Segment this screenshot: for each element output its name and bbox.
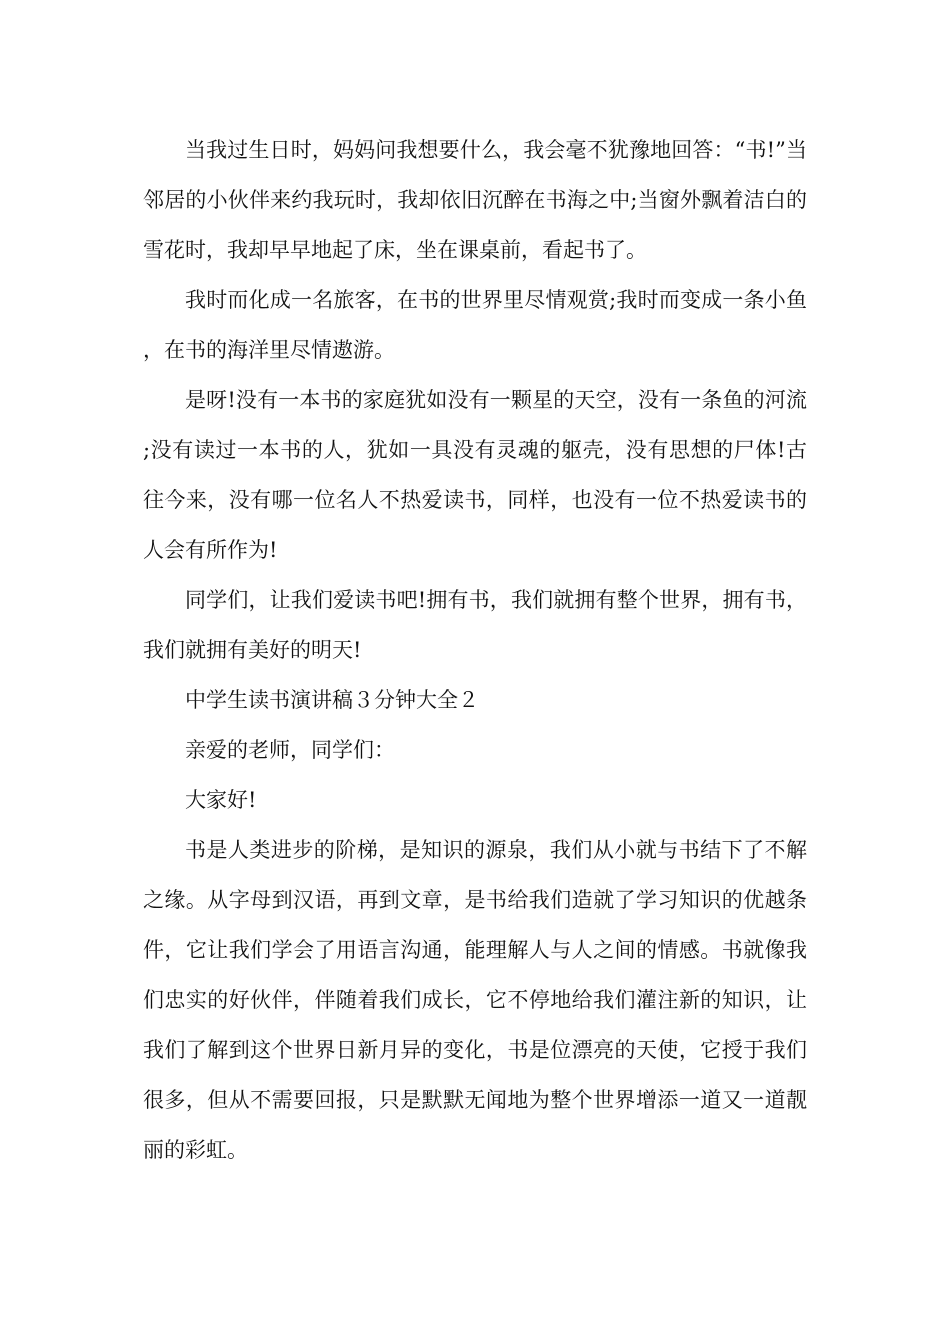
salutation: 亲爱的老师，同学们： xyxy=(185,738,395,762)
paragraph-book-ladder: 书是人类进步的阶梯，是知识的源泉，我们从小就与书结下了不解之缘。从字母到汉语，再到文章，是书给我们造就了学习知识的优越条件，它让我们学会了用语言沟通，能理解人与人之间的情感。书就像我们忠实的好伙伴，伴随着我们成长，它不停地给我们灌注新的知识，让我们了解到这个世界日新月异的变化，书是位漂亮的天使，它授于我们很多，但从不需要回报，只是默默无闻地为整个世界增添一道又一道靓丽的彩虹。 xyxy=(143,838,807,1162)
paragraph-traveler: 我时而化成一名旅客，在书的世界里尽情观赏;我时而变成一条小鱼，在书的海洋里尽情遨游。 xyxy=(143,288,807,362)
paragraph-call-to-read: 同学们，让我们爱读书吧!拥有书，我们就拥有整个世界，拥有书，我们就拥有美好的明天! xyxy=(143,588,807,662)
greeting: 大家好! xyxy=(185,788,257,812)
document-body xyxy=(143,125,807,1175)
paragraph-no-book: 是呀!没有一本书的家庭犹如没有一颗星的天空，没有一条鱼的河流;没有读过一本书的人，犹如一具没有灵魂的躯壳，没有思想的尸体!古往今来，没有哪一位名人不热爱读书，同样，也没有一位不热爱读书的人会有所作为! xyxy=(143,388,807,562)
paragraph-birthday: 当我过生日时，妈妈问我想要什么，我会毫不犹豫地回答：“书!”当邻居的小伙伴来约我玩时，我却依旧沉醉在书海之中;当窗外飘着洁白的雪花时，我却早早地起了床，坐在课桌前，看起书了。 xyxy=(143,138,807,262)
section-heading: 中学生读书演讲稿３分钟大全２ xyxy=(185,688,479,712)
